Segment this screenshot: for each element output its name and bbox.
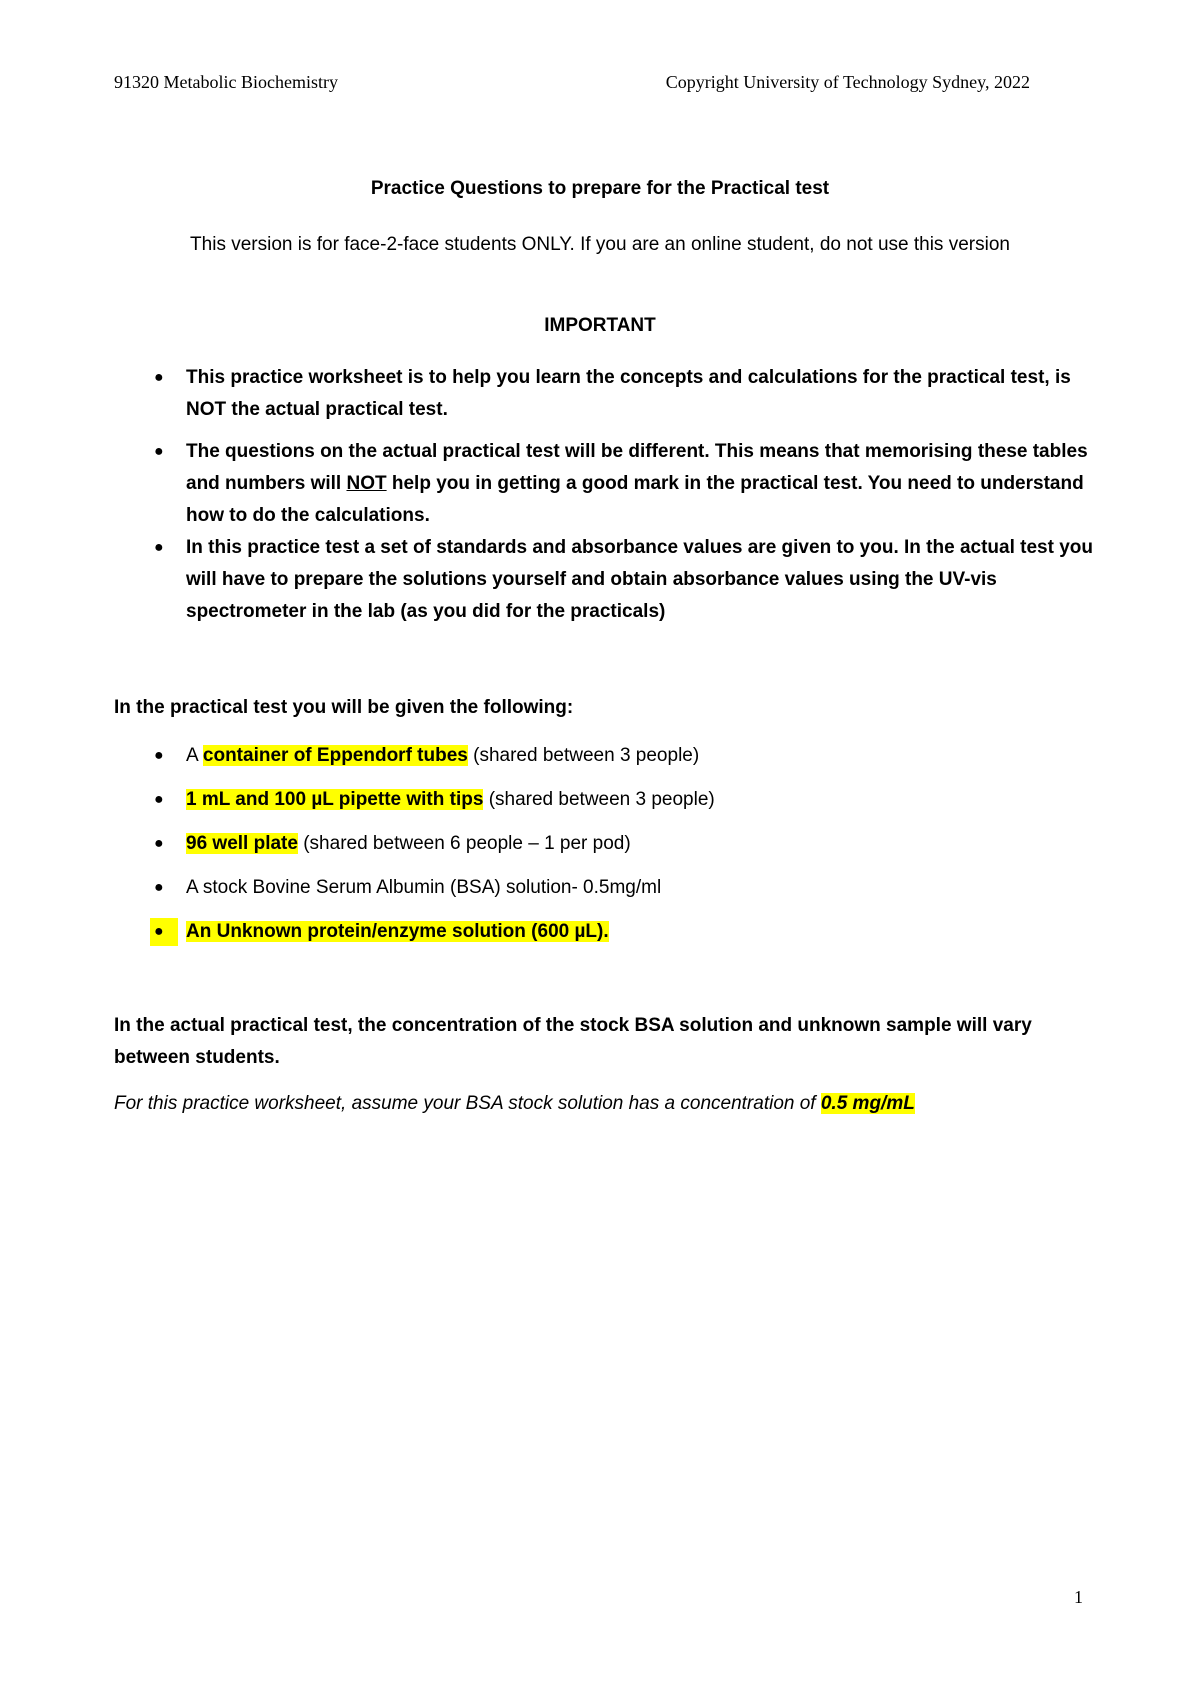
important-item-text: help you in getting a good mark in the practical test. You need to understand how to do the calculations. (186, 473, 1084, 526)
list-item (114, 916, 1094, 948)
document-subtitle: This version is for face-2-face students ONLY. If you are an online student, do not use this version (190, 234, 1010, 255)
assumption-note (114, 1093, 1114, 1115)
list-item (114, 740, 1094, 772)
bullet-icon: ● (154, 539, 164, 556)
highlighted-text: 96 well plate (186, 833, 298, 854)
item-text: A stock Bovine Serum Albumin (BSA) solution- 0.5mg/ml (186, 877, 662, 898)
bullet-icon: ● (154, 835, 164, 852)
given-intro: In the practical test you will be given the following: (114, 697, 574, 718)
important-item-text: The questions on the actual practical test will be different. This means that memorising these tables and numbers will (186, 441, 1088, 494)
list-item (114, 436, 1094, 532)
highlighted-text: container of Eppendorf tubes (202, 745, 468, 766)
important-item-text: This practice worksheet is to help you learn the concepts and calculations for the practical test, is NOT the actual practical test. (186, 367, 1071, 420)
list-item (114, 828, 1094, 860)
item-text: (shared between 6 people – 1 per pod) (297, 833, 631, 854)
highlighted-text: 1 mL and 100 µL pipette with tips (186, 789, 484, 810)
bullet-icon: ● (154, 923, 164, 940)
bullet-icon: ● (154, 791, 164, 808)
bullet-icon: ● (154, 443, 164, 460)
bullet-icon: ● (154, 369, 164, 386)
list-item (114, 784, 1094, 816)
header-copyright: Copyright University of Technology Sydney, 2022 (665, 72, 1030, 92)
underlined-not: NOT (346, 473, 387, 494)
document-title: Practice Questions to prepare for the Practical test (370, 178, 830, 199)
bullet-icon: ● (154, 747, 164, 764)
important-list (114, 362, 1094, 638)
assumption-text: For this practice worksheet, assume your BSA stock solution has a concentration of (114, 1093, 821, 1114)
header-course: 91320 Metabolic Biochemistry (114, 72, 338, 92)
page-header (114, 72, 1030, 93)
list-item (114, 532, 1094, 628)
given-list (114, 740, 1094, 960)
variation-note: In the actual practical test, the concentration of the stock BSA solution and unknown sample will vary between students. (114, 1015, 1032, 1068)
item-text: (shared between 3 people) (467, 745, 700, 766)
bullet-icon: ● (154, 879, 164, 896)
list-item (114, 362, 1094, 426)
item-text: A (186, 745, 203, 766)
important-heading: IMPORTANT (544, 315, 656, 336)
item-text: (shared between 3 people) (483, 789, 715, 810)
highlighted-text: An Unknown protein/enzyme solution (600 µL). (186, 921, 609, 942)
highlighted-concentration: 0.5 mg/mL (820, 1093, 915, 1114)
page-number: 1 (1074, 1587, 1083, 1607)
list-item (114, 872, 1094, 904)
important-item-text: In this practice test a set of standards and absorbance values are given to you. In the actual test you will have to prepare the solutions yourself and obtain absorbance values using the UV-vis spectrometer in the lab (as you did for the practicals) (186, 537, 1093, 622)
